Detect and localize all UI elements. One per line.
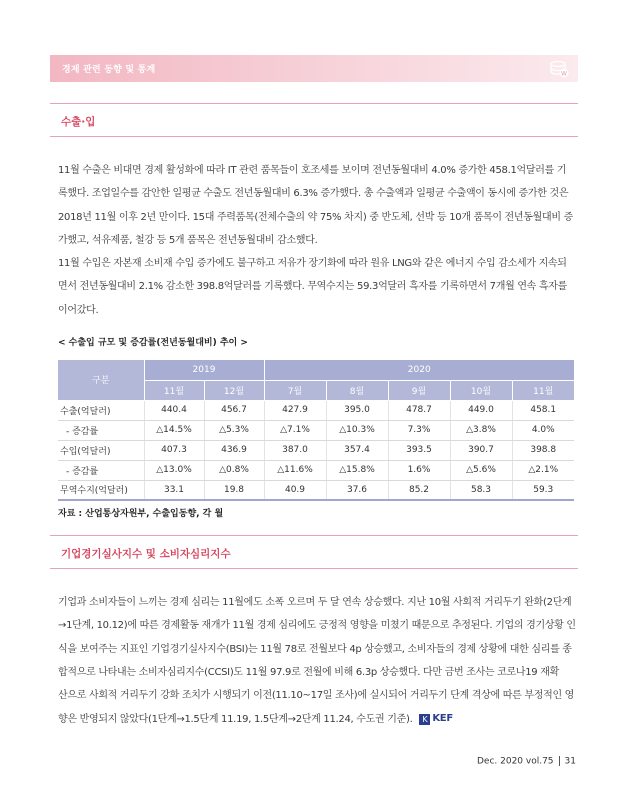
paragraph-line	[58, 707, 578, 730]
header-title: 경제 관련 동향 및 통계	[62, 65, 156, 75]
table-cell: 357.4	[326, 440, 388, 460]
kef-logo	[419, 707, 453, 730]
page-number: 31	[564, 756, 576, 767]
paragraph-line: 기업과 소비자들이 느끼는 경제 심리는 11월에도 소폭 오르며 두 달 연속 상승했다. 지난 10월 사회적 거리두기 완화(2단계	[58, 597, 572, 608]
table-cell: △3.8%	[450, 420, 512, 440]
header-cell-category: 구분	[58, 360, 144, 400]
paragraph-line: 합적으로 나타내는 소비자심리지수(CCSI)도 11월 97.9로 전월에 비해 6.3p 상승했다. 다만 금번 조사는 코로나19 재확	[58, 666, 559, 678]
table-row	[58, 420, 574, 440]
paragraph-line: 산으로 사회적 거리두기 강화 조치가 시행되기 이전(11.10~17일 조사)에 실시되어 거리두기 단계 격상에 따른 부정적인 영	[58, 690, 575, 702]
table-cell: 59.3	[512, 480, 574, 500]
table-cell: 449.0	[450, 400, 512, 420]
table-row	[58, 480, 574, 500]
table-cell: 478.7	[388, 400, 450, 420]
export-import-paragraph	[58, 159, 578, 322]
table-cell: 4.0%	[512, 420, 574, 440]
table-cell: 390.7	[450, 440, 512, 460]
table-source: 자료 : 산업통상자원부, 수출입동향, 각 월	[58, 509, 224, 519]
section-title: 기업경기실사지수 및 소비자심리지수	[61, 548, 231, 560]
coin-stack-icon	[548, 58, 570, 80]
table-cell: △14.5%	[144, 420, 204, 440]
row-label: 수출(억달러)	[58, 400, 144, 420]
table-cell: 19.8	[204, 480, 264, 500]
section-export-import-heading	[50, 103, 578, 137]
table-cell: 440.4	[144, 400, 204, 420]
table-cell: 1.6%	[388, 460, 450, 480]
header-cell-month: 9월	[388, 380, 450, 400]
table-cell: 393.5	[388, 440, 450, 460]
row-label: - 증감률	[58, 420, 144, 440]
table-row	[58, 400, 574, 420]
header-cell-month: 8월	[326, 380, 388, 400]
section-bsi-ccsi-heading	[50, 535, 578, 569]
table-cell: △7.1%	[264, 420, 326, 440]
table-cell: △10.3%	[326, 420, 388, 440]
section-title: 수출·입	[61, 116, 96, 128]
paragraph-line: 11월 수출은 비대면 경제 활성화에 따라 IT 관련 품목들이 호조세를 보이며 전년동월대비 4.0% 증가한 458.1억달러를 기	[58, 165, 567, 176]
table-row	[58, 460, 574, 480]
header-cell-month: 11월	[144, 380, 204, 400]
header-cell-month: 10월	[450, 380, 512, 400]
trade-table	[58, 360, 574, 501]
kef-logo-text: KEF	[432, 713, 453, 725]
page-footer	[477, 756, 576, 767]
table-cell: △0.8%	[204, 460, 264, 480]
header-cell-month: 12월	[204, 380, 264, 400]
row-label: 수입(억달러)	[58, 440, 144, 460]
paragraph-line: 가했고, 석유제품, 철강 등 5개 품목은 전년동월대비 감소했다.	[58, 234, 318, 246]
paragraph-line: 록했다. 조업일수를 감안한 일평균 수출도 전년동월대비 6.3% 증가했다. 총 수출액과 일평균 수출액이 동시에 증가한 것은	[58, 188, 569, 200]
table-cell: 427.9	[264, 400, 326, 420]
table-cell: 37.6	[326, 480, 388, 500]
paragraph-line: 이어갔다.	[58, 304, 99, 316]
table-cell: △5.6%	[450, 460, 512, 480]
header-cell-month: 11월	[512, 380, 574, 400]
svg-text:W: W	[561, 70, 567, 78]
table-cell: △2.1%	[512, 460, 574, 480]
bsi-ccsi-paragraph	[58, 591, 578, 731]
row-label: - 증감률	[58, 460, 144, 480]
table-cell: △15.8%	[326, 460, 388, 480]
paragraph-line: →1단계, 10.12)에 따른 경제활동 재개가 11월 경제 심리에도 긍정적 영향을 미쳤기 때문으로 추정된다. 기업의 경기상황 인	[58, 620, 576, 632]
issue-label: Dec. 2020 vol.75	[476, 756, 554, 767]
table-cell: 85.2	[388, 480, 450, 500]
table-row	[58, 440, 574, 460]
table-cell: 7.3%	[388, 420, 450, 440]
table-cell: △13.0%	[144, 460, 204, 480]
kef-logo-icon: K	[419, 714, 430, 725]
paragraph-line: 식을 보여주는 지표인 기업경기실사지수(BSI)는 11월 78로 전월보다 4p 상승했고, 소비자들의 경제 상황에 대한 심리를 종	[58, 643, 572, 655]
table-cell: 58.3	[450, 480, 512, 500]
table-cell: 458.1	[512, 400, 574, 420]
row-label: 무역수지(억달러)	[58, 480, 144, 500]
table-cell: 398.8	[512, 440, 574, 460]
paragraph-line: 2018년 11월 이후 2년 만이다. 15대 주력품목(전체수출의 약 75% 차지) 중 반도체, 선박 등 10개 품목이 전년동월대비 증	[58, 211, 573, 223]
table-cell: 33.1	[144, 480, 204, 500]
table-cell: △11.6%	[264, 460, 326, 480]
table-cell: 395.0	[326, 400, 388, 420]
paragraph-line-text: 향은 반영되지 않았다(1단계→1.5단계 11.19, 1.5단계→2단계 11.24, 수도권 기준).	[58, 714, 413, 726]
table-cell: 456.7	[204, 400, 264, 420]
table-cell: 40.9	[264, 480, 326, 500]
header-cell-month: 7월	[264, 380, 326, 400]
table-cell: 387.0	[264, 440, 326, 460]
header-band	[50, 55, 578, 82]
header-cell-2019: 2019	[144, 360, 264, 380]
table-cell: 436.9	[204, 440, 264, 460]
paragraph-line: 11월 수입은 자본재 소비재 수입 증가에도 불구하고 저유가 장기화에 따라 원유 LNG와 같은 에너지 수입 감소세가 지속되	[58, 258, 567, 270]
paragraph-line: 면서 전년동월대비 2.1% 감소한 398.8억달러를 기록했다. 무역수지는 59.3억달러 흑자를 기록하면서 7개월 연속 흑자를	[58, 281, 568, 293]
table-cell: △5.3%	[204, 420, 264, 440]
table-caption: < 수출입 규모 및 증감률(전년동월대비) 추이 >	[58, 338, 248, 348]
table-cell: 407.3	[144, 440, 204, 460]
header-cell-2020: 2020	[264, 360, 574, 380]
